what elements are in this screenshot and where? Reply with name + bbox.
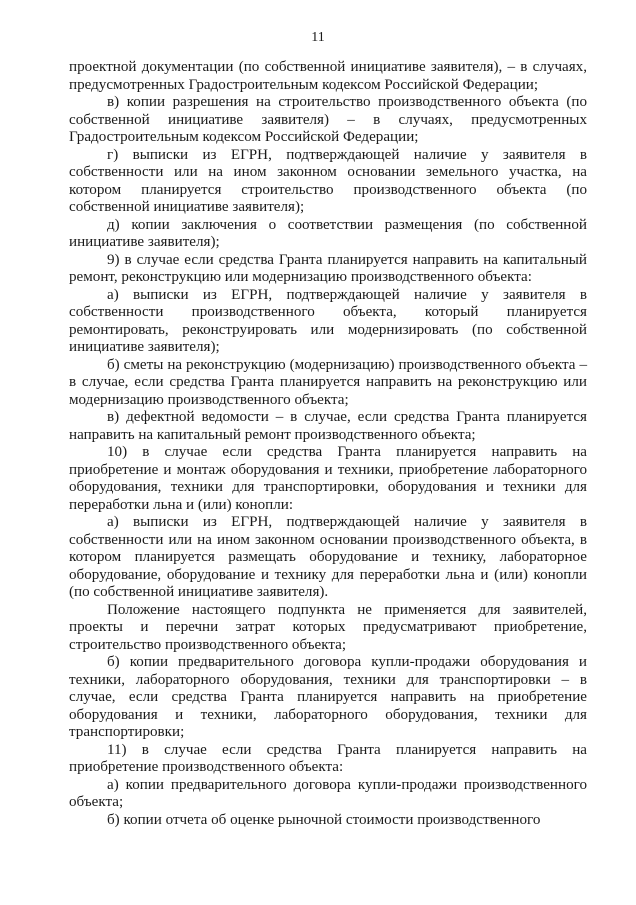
paragraph: 10) в случае если средства Гранта планируется направить на приобретение и монтаж оборудования и техники, приобретение лабораторного оборудования, техники для транспортировки, оборудования и техники для переработки льна и (или) конопли: <box>69 444 587 513</box>
paragraph: Положение настоящего подпункта не применяется для заявителей, проекты и перечни затрат которых предусматривают приобретение, строительство производственного объекта; <box>69 601 587 653</box>
paragraph: 9) в случае если средства Гранта планируется направить на капитальный ремонт, реконструкцию или модернизацию производственного объекта: <box>69 251 587 285</box>
page-number: 11 <box>311 30 325 45</box>
paragraph: б) копии предварительного договора купли-продажи оборудования и техники, лабораторного оборудования, техники для транспортировки – в случае, если средства Гранта планируется направить на приобретение оборудования и техники, лабораторного оборудования, техники для транспортировки; <box>69 654 587 740</box>
paragraph: в) дефектной ведомости – в случае, если средства Гранта планируется направить на капитальный ремонт производственного объекта; <box>69 409 587 443</box>
paragraph: а) выписки из ЕГРН, подтверждающей наличие у заявителя в собственности или на ином законном основании производственного объекта, в котором планируется размещать оборудование и технику, лабораторное оборудование, оборудование и технику для переработки льна и (или) конопли (по собственной инициативе заявителя). <box>69 514 587 600</box>
paragraph: а) выписки из ЕГРН, подтверждающей наличие у заявителя в собственности производственного объекта, который планируется ремонтировать, реконструировать или модернизировать (по собственной инициативе заявителя); <box>69 286 587 355</box>
paragraph: б) копии отчета об оценке рыночной стоимости производственного <box>107 811 541 828</box>
document-body <box>69 59 587 829</box>
paragraph: г) выписки из ЕГРН, подтверждающей наличие у заявителя в собственности или на ином законном основании земельного участка, на котором планируется строительство производственного объекта (по собственной инициативе заявителя); <box>69 146 587 215</box>
paragraph: д) копии заключения о соответствии размещения (по собственной инициативе заявителя); <box>69 216 587 250</box>
paragraph: в) копии разрешения на строительство производственного объекта (по собственной инициативе заявителя) – в случаях, предусмотренных Градостроительным кодексом Российской Федерации; <box>69 94 587 145</box>
paragraph: а) копии предварительного договора купли-продажи производственного объекта; <box>69 776 587 810</box>
paragraph: б) сметы на реконструкцию (модернизацию) производственного объекта – в случае, если средства Гранта планируется направить на реконструкцию или модернизацию производственного объекта; <box>69 356 587 408</box>
paragraph: проектной документации (по собственной инициативе заявителя), – в случаях, предусмотренных Градостроительным кодексом Российской Федерации; <box>69 59 587 93</box>
paragraph: 11) в случае если средства Гранта планируется направить на приобретение производственного объекта: <box>69 741 587 775</box>
